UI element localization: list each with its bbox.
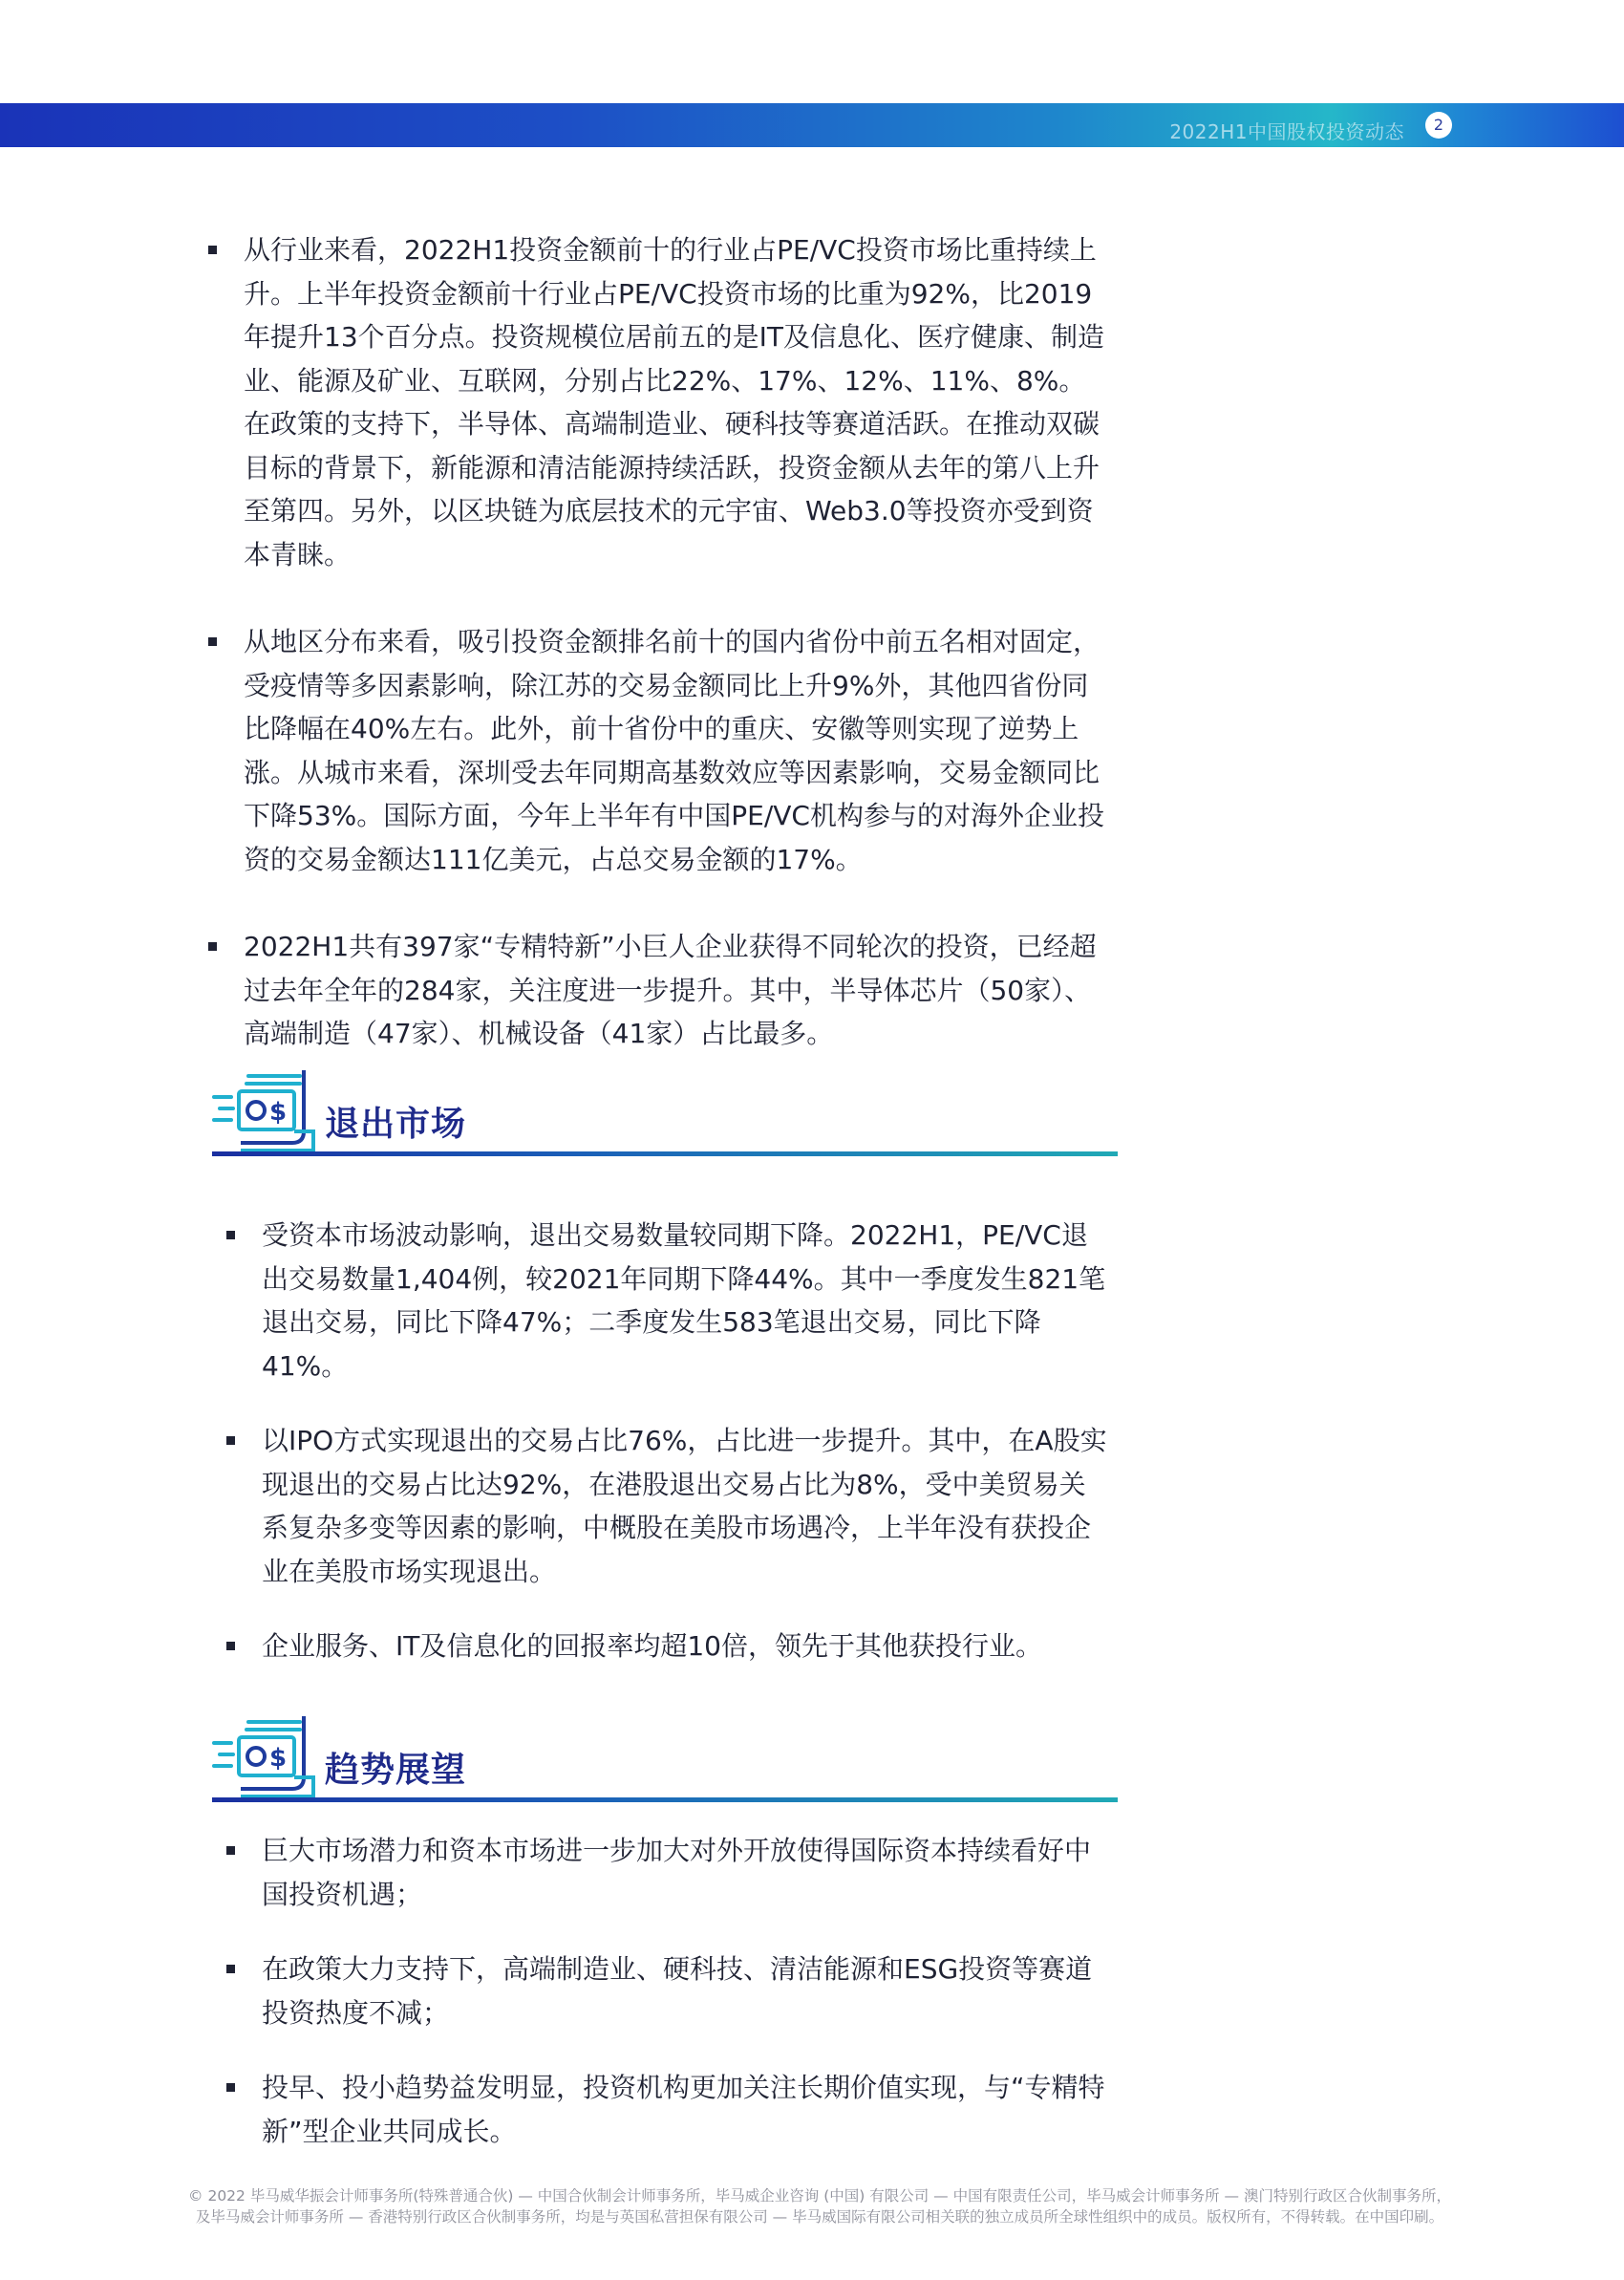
bullet-square-icon	[226, 1231, 235, 1239]
bullet-text: 在政策大力支持下，高端制造业、硬科技、清洁能源和ESG投资等赛道投资热度不减；	[262, 1953, 1093, 2029]
svg-text:$: $	[269, 1744, 288, 1773]
list-item	[262, 2066, 1110, 2153]
outlook-section-header	[212, 1714, 1120, 1810]
list-item	[262, 1947, 1110, 2034]
list-item	[262, 1829, 1110, 1916]
bullet-text: 从地区分布来看，吸引投资金额排名前十的国内省份中前五名相对固定，受疫情等多因素影响，除江苏的交易金额同比上升9%外，其他四省份同比降幅在40%左右。此外，前十省份中的重庆、安徽等则实现了逆势上涨。从城市来看，深圳受去年同期高基数效应等因素影响，交易金额同比下降53%。国际方面，今年上半年有中国PE/VC机构参与的对海外企业投资的交易金额达111亿美元，占总交易金额的17%。	[244, 626, 1104, 875]
list-item	[262, 1214, 1110, 1387]
header-title: 2022H1中国股权投资动态	[1169, 120, 1404, 143]
money-transfer-icon	[212, 1068, 317, 1154]
bullet-square-icon	[226, 2083, 235, 2092]
section-divider	[212, 1151, 1118, 1156]
svg-text:$: $	[269, 1098, 288, 1127]
industry-region-bullets	[244, 228, 1108, 1100]
list-item	[244, 228, 1108, 576]
bullet-square-icon	[208, 246, 217, 254]
footer-line: 及毕马威会计师事务所 — 香港特别行政区合伙制事务所，均是与英国私营担保有限公司 — 毕马威国际有限公司相关联的独立成员所全球性组织中的成员。版权所有，不得转载。在中国印刷。	[195, 2208, 1444, 2226]
bullet-square-icon	[226, 1436, 235, 1445]
exit-market-section-header	[212, 1068, 1120, 1164]
bullet-text: 以IPO方式实现退出的交易占比76%，占比进一步提升。其中，在A股实现退出的交易占比达92%，在港股退出交易占比为8%，受中美贸易关系复杂多变等因素的影响，中概股在美股市场遇冷，上半年没有获投企业在美股市场实现退出。	[262, 1425, 1107, 1587]
bullet-text: 受资本市场波动影响，退出交易数量较同期下降。2022H1，PE/VC退出交易数量1,404例，较2021年同期下降44%。其中一季度发生821笔退出交易，同比下降47%；二季度发生583笔退出交易，同比下降41%。	[262, 1219, 1106, 1382]
money-transfer-icon	[212, 1714, 317, 1800]
copyright-footer	[151, 2185, 1488, 2227]
list-item	[244, 620, 1108, 881]
section-title: 趋势展望	[325, 1751, 467, 1790]
bullet-text: 投早、投小趋势益发明显，投资机构更加关注长期价值实现，与“专精特新”型企业共同成长。	[262, 2072, 1105, 2147]
footer-line: © 2022 毕马威华振会计师事务所(特殊普通合伙) — 中国合伙制会计师事务所，毕马威企业咨询 (中国) 有限公司 — 中国有限责任公司，毕马威会计师事务所 — 澳门特别行政区合伙制事务所，	[188, 2187, 1451, 2205]
list-item	[262, 1419, 1110, 1593]
page-number-badge: 2	[1425, 112, 1452, 139]
bullet-text: 巨大市场潜力和资本市场进一步加大对外开放使得国际资本持续看好中国投资机遇；	[262, 1835, 1092, 1910]
section-divider	[212, 1797, 1118, 1802]
bullet-text: 企业服务、IT及信息化的回报率均超10倍，领先于其他获投行业。	[262, 1630, 1042, 1662]
bullet-square-icon	[226, 1846, 235, 1855]
outlook-bullets	[262, 1829, 1110, 2184]
section-title: 退出市场	[325, 1105, 467, 1144]
list-item	[244, 925, 1108, 1056]
bullet-square-icon	[226, 1965, 235, 1973]
bullet-square-icon	[226, 1642, 235, 1650]
bullet-text: 从行业来看，2022H1投资金额前十的行业占PE/VC投资市场比重持续上升。上半年投资金额前十行业占PE/VC投资市场的比重为92%，比2019年提升13个百分点。投资规模位居前五的是IT及信息化、医疗健康、制造业、能源及矿业、互联网，分别占比22%、17%、12%、11%、8%。在政策的支持下，半导体、高端制造业、硬科技等赛道活跃。在推动双碳目标的背景下，新能源和清洁能源持续活跃，投资金额从去年的第八上升至第四。另外，以区块链为底层技术的元宇宙、Web3.0等投资亦受到资本青睐。	[244, 234, 1104, 570]
exit-market-bullets	[262, 1214, 1110, 1700]
bullet-square-icon	[208, 637, 217, 646]
bullet-square-icon	[208, 942, 217, 951]
list-item	[262, 1624, 1110, 1668]
bullet-text: 2022H1共有397家“专精特新”小巨人企业获得不同轮次的投资，已经超过去年全年的284家，关注度进一步提升。其中，半导体芯片（50家）、高端制造（47家）、机械设备（41家）占比最多。	[244, 931, 1097, 1049]
